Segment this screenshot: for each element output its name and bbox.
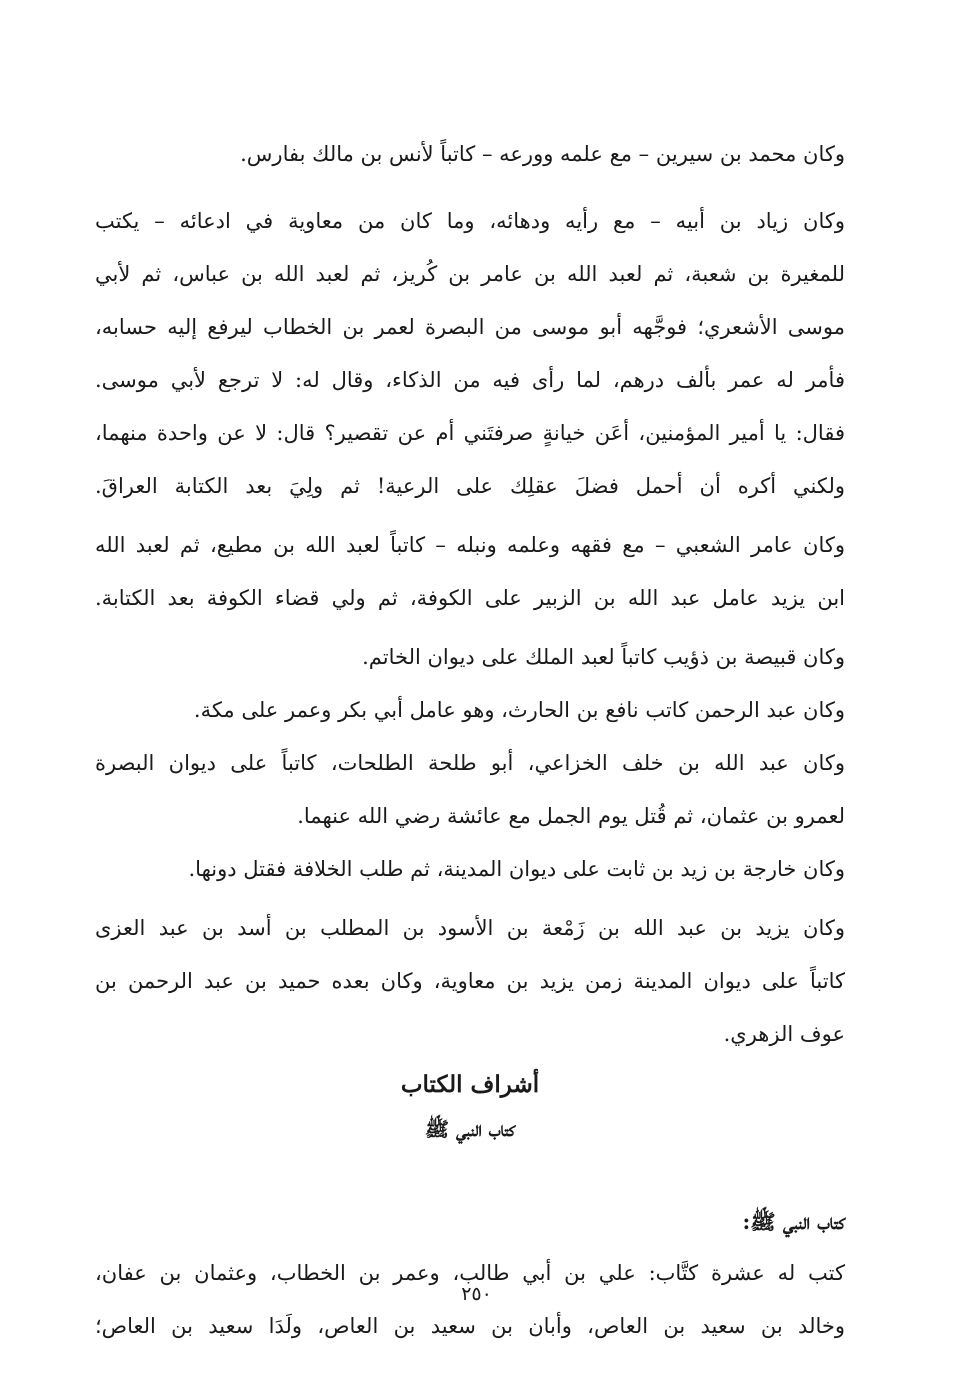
paragraph-shabi	[95, 519, 845, 625]
text-line: وكان عبد الرحمن كاتب نافع بن الحارث، وهو عامل أبي بكر وعمر على مكة.	[193, 698, 845, 722]
text-line: فأمر له عمر بألف درهم، لما رأى فيه من الذكاء، وقال له: لا ترجع لأبي موسى.	[95, 368, 845, 392]
text-line: كتب له عشرة كتَّاب: علي بن أبي طالب، وعمر بن الخطاب، وعثمان بن عفان،	[95, 1261, 845, 1285]
paragraph-scribes-list	[95, 631, 845, 896]
text-line: وكان عامر الشعبي – مع فقهه وعلمه ونبله – كاتباً لعبد الله بن مطيع، ثم لعبد الله	[95, 533, 845, 557]
subsection-title: كتاب النبي ﷺ:	[742, 1209, 845, 1234]
text-line: وكان عبد الله بن خلف الخزاعي، أبو طلحة الطلحات، كاتباً على ديوان البصرة	[95, 751, 845, 775]
paragraph-yazid	[95, 902, 845, 1061]
text-line: وكان محمد بن سيرين – مع علمه وورعه – كاتباً لأنس بن مالك بفارس.	[240, 142, 845, 166]
text-line: وكان قبيصة بن ذؤيب كاتباً لعبد الملك على ديوان الخاتم.	[362, 645, 845, 669]
text-line: كاتباً على ديوان المدينة زمن يزيد بن معاوية، وكان بعده حميد بن عبد الرحمن بن	[95, 969, 845, 993]
text-line: وكان يزيد بن عبد الله بن زَمْعة بن الأسود بن المطلب بن أسد بن عبد العزى	[95, 916, 845, 940]
section-heading: أشراف الكتاب	[400, 1071, 540, 1098]
text-line: وكان خارجة بن زيد بن ثابت على ديوان المدينة، ثم طلب الخلافة فقتل دونها.	[188, 857, 845, 881]
text-line: لعمرو بن عثمان، ثم قُتل يوم الجمل مع عائشة رضي الله عنهما.	[297, 804, 845, 828]
text-line: موسى الأشعري؛ فوجَّهه أبو موسى من البصرة لعمر بن الخطاب ليرفع إليه حسابه،	[95, 315, 845, 339]
paragraph-ibn-sirin	[95, 128, 845, 181]
text-line: عوف الزهري.	[723, 1022, 845, 1046]
text-line: وكان زياد بن أبيه – مع رأيه ودهائه، وما كان من معاوية في ادعائه – يكتب	[95, 209, 845, 233]
text-line: وخالد بن سعيد بن العاص، وأبان بن سعيد بن العاص، ولَدَا سعيد بن العاص؛	[95, 1314, 845, 1338]
section-subheading: كتاب النبي ﷺ	[424, 1117, 516, 1141]
text-line: ولكني أكره أن أحمل فضلَ عقلِك على الرعية! ثم ولِيَ بعد الكتابة العراقَ.	[95, 474, 845, 498]
text-line: للمغيرة بن شعبة، ثم لعبد الله بن عامر بن كُريز، ثم لعبد الله بن عباس، ثم لأبي	[95, 262, 845, 286]
text-line: فقال: يا أمير المؤمنين، أعَن خيانةٍ صرفتَني أم عن تقصير؟ قال: لا عن واحدة منهما،	[95, 421, 845, 445]
text-line: ابن يزيد عامل عبد الله بن الزبير على الكوفة، ثم ولي قضاء الكوفة بعد الكتابة.	[95, 586, 845, 610]
paragraph-ziyad	[95, 195, 845, 513]
page-number: ٢٥٠	[461, 1283, 492, 1305]
